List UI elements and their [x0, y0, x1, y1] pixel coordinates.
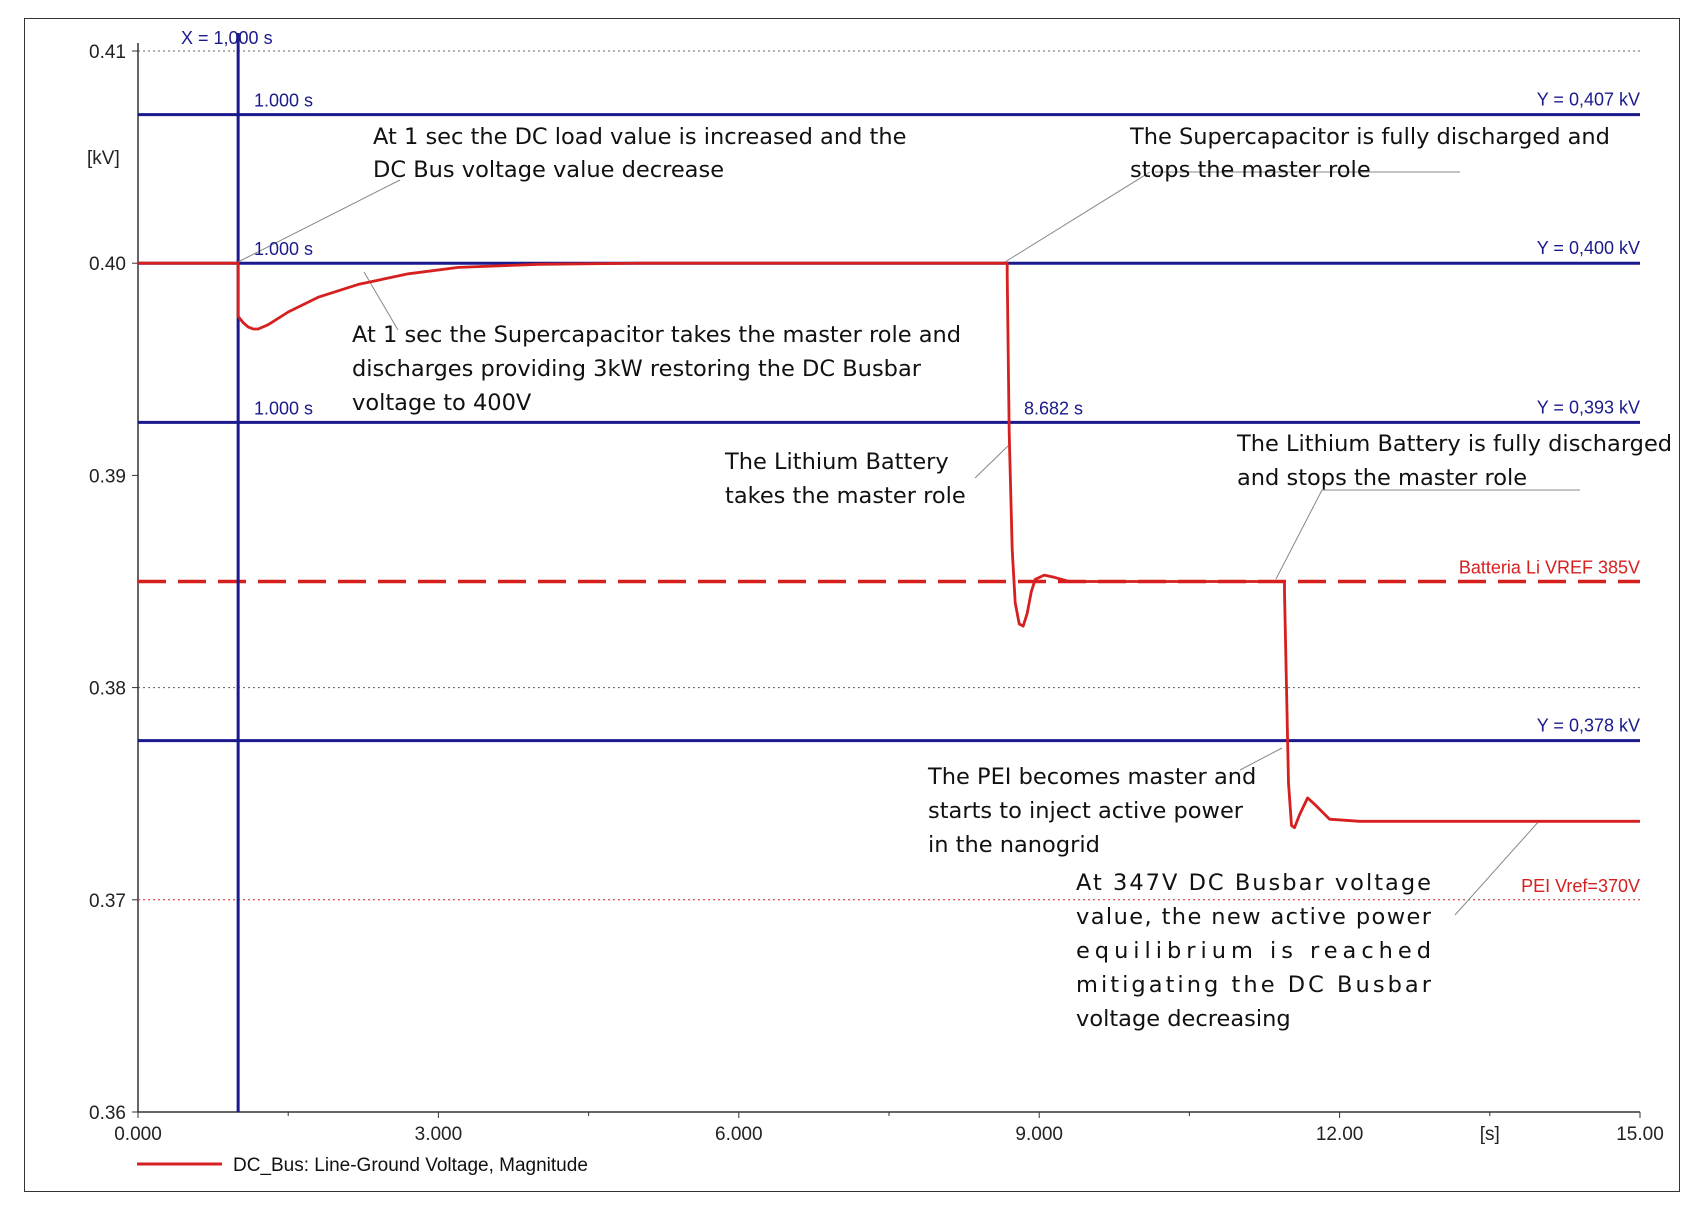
- annotation-text: mitigating the DC Busbar: [1076, 972, 1431, 998]
- x-tick-label: 12.00: [1315, 1124, 1364, 1145]
- annotation-text: value, the new active power: [1076, 904, 1431, 930]
- annotation-text: The Supercapacitor is fully discharged and: [1130, 124, 1610, 150]
- annotation-text: takes the master role: [725, 483, 966, 509]
- y-cursor-value-label: Y = 0,400 kV: [1536, 238, 1640, 259]
- annotation-text: starts to inject active power: [928, 798, 1244, 824]
- annotation-leaders: [238, 172, 1580, 915]
- annotation-text: At 1 sec the Supercapacitor takes the master role and: [352, 322, 962, 348]
- y-cursor-time-label: 1.000 s: [254, 90, 314, 111]
- y-cursor-time-label-2: 8.682 s: [1024, 398, 1084, 419]
- annotation-text: equilibrium is reached: [1076, 938, 1431, 964]
- x-cursor-label: X = 1,000 s: [181, 28, 273, 48]
- annotation-text: At 347V DC Busbar voltage: [1076, 870, 1431, 896]
- y-cursor-value-label: Y = 0,378 kV: [1536, 715, 1640, 736]
- annotation-text: and stops the master role: [1237, 465, 1528, 491]
- pei-vref-label: PEI Vref=370V: [1521, 875, 1640, 896]
- x-tick-label: 9.000: [1015, 1124, 1063, 1145]
- annotation-text: The PEI becomes master and: [928, 764, 1257, 790]
- x-tick-label: 3.000: [414, 1124, 463, 1145]
- y-tick-label: 0.38: [89, 678, 126, 700]
- y-cursor-time-label: 1.000 s: [254, 398, 314, 419]
- y-tick-label: 0.40: [89, 254, 126, 276]
- legend-label: DC_Bus: Line-Ground Voltage, Magnitude: [233, 1155, 588, 1176]
- annotation-text: At 1 sec the DC load value is increased and the: [373, 124, 907, 150]
- annotation-leader: [975, 446, 1008, 478]
- annotation-leader: [1455, 820, 1540, 915]
- y-tick-label: 0.39: [89, 466, 126, 488]
- battery-vref-label: Batteria Li VREF 385V: [1458, 557, 1640, 578]
- annotations: [352, 124, 1672, 1032]
- annotation-text: The Lithium Battery is fully discharged: [1237, 431, 1673, 457]
- annotation-text: in the nanogrid: [928, 832, 1100, 858]
- x-tick-label: 15.00: [1616, 1124, 1664, 1145]
- annotation-text: DC Bus voltage value decrease: [373, 157, 725, 183]
- x-tick-label: 0.000: [114, 1124, 162, 1145]
- y-tick-label: 0.36: [89, 1103, 126, 1124]
- annotation-text: voltage to 400V: [352, 390, 532, 416]
- annotation-text: discharges providing 3kW restoring the DC Busbar: [352, 356, 921, 382]
- y-cursor-value-label: Y = 0,407 kV: [1536, 89, 1640, 110]
- y-axis-unit: [kV]: [87, 148, 120, 169]
- y-cursor-value-label: Y = 0,393 kV: [1536, 397, 1640, 418]
- y-tick-label: 0.37: [89, 890, 126, 912]
- x-tick-label: 6.000: [715, 1124, 763, 1145]
- legend: [137, 1155, 588, 1176]
- annotation-leader: [1276, 490, 1322, 579]
- annotation-leader: [1005, 172, 1150, 262]
- y-tick-label: 0.41: [89, 42, 126, 63]
- reference-lines: [138, 558, 1640, 900]
- x-axis-unit: [s]: [1479, 1124, 1500, 1145]
- annotation-text: voltage decreasing: [1076, 1006, 1291, 1032]
- annotation-text: stops the master role: [1130, 157, 1371, 183]
- cursor-markers: [138, 33, 1640, 1112]
- annotation-text: The Lithium Battery: [725, 449, 949, 475]
- y-cursor-time-label: 1.000 s: [254, 239, 314, 260]
